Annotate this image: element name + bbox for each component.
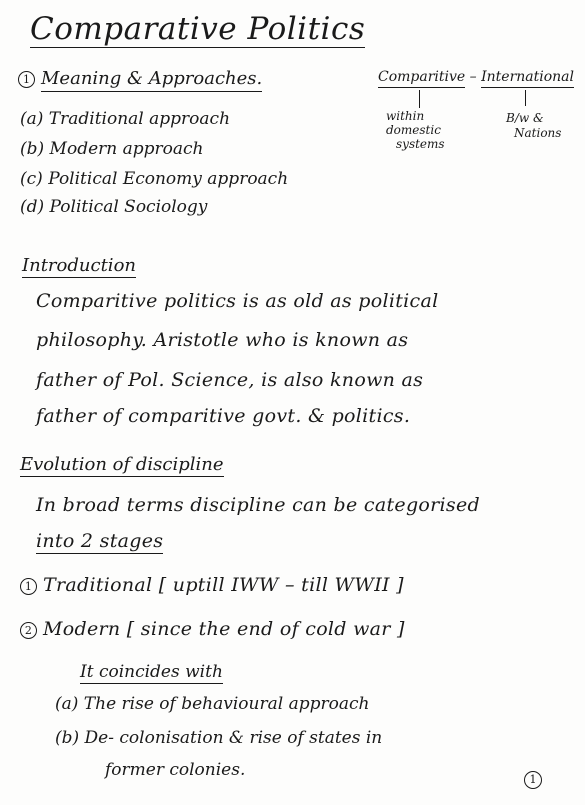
stage-text: Traditional [ uptill IWW – till WWII ] <box>43 574 404 596</box>
side-note-left-desc: domestic <box>386 123 441 137</box>
side-note-left-term: Comparitive <box>378 69 465 88</box>
stage-number-badge: 2 <box>20 622 37 639</box>
approach-item: (a) Traditional approach <box>20 109 231 129</box>
side-note-left-desc: systems <box>396 137 445 151</box>
section-meaning-heading <box>18 70 262 88</box>
side-note-arrow-right <box>525 90 526 106</box>
stage-number-badge: 1 <box>20 578 37 595</box>
side-note-left-desc: within <box>386 109 425 123</box>
introduction-line: philosophy. Aristotle who is known as <box>36 329 409 351</box>
side-note-right-desc: Nations <box>514 126 562 140</box>
approach-item: (b) Modern approach <box>20 139 204 159</box>
introduction-line: father of Pol. Science, is also known as <box>36 369 424 391</box>
page-number <box>524 771 548 789</box>
stage-item <box>20 576 404 595</box>
side-note-arrow-left <box>419 90 420 108</box>
stage-text: Modern [ since the end of cold war ] <box>43 618 405 640</box>
evolution-line: into 2 stages <box>36 530 164 552</box>
coincides-label: It coincides with <box>80 662 223 682</box>
side-note-right-term: International <box>481 69 574 88</box>
side-note-header <box>378 70 574 84</box>
approach-item: (c) Political Economy approach <box>20 169 289 189</box>
introduction-line: Comparitive politics is as old as political <box>36 290 439 312</box>
approach-item: (d) Political Sociology <box>20 197 208 217</box>
sub-item: former colonies. <box>105 760 246 780</box>
page-title: Comparative Politics <box>30 11 366 47</box>
page-number-badge: 1 <box>524 771 542 789</box>
section-heading-text: Meaning & Approaches. <box>41 68 262 92</box>
stage-item <box>20 620 405 639</box>
introduction-line: father of comparitive govt. & politics. <box>36 405 411 427</box>
side-note-right-desc: B/w & <box>506 111 544 125</box>
evolution-line: In broad terms discipline can be categorised <box>36 494 480 516</box>
sub-item: (b) De- colonisation & rise of states in <box>55 728 383 748</box>
sub-item: (a) The rise of behavioural approach <box>55 694 370 714</box>
evolution-heading: Evolution of discipline <box>20 454 224 475</box>
introduction-heading: Introduction <box>22 255 136 276</box>
side-note-dash: – <box>469 69 477 85</box>
section-number-badge: 1 <box>18 71 35 88</box>
